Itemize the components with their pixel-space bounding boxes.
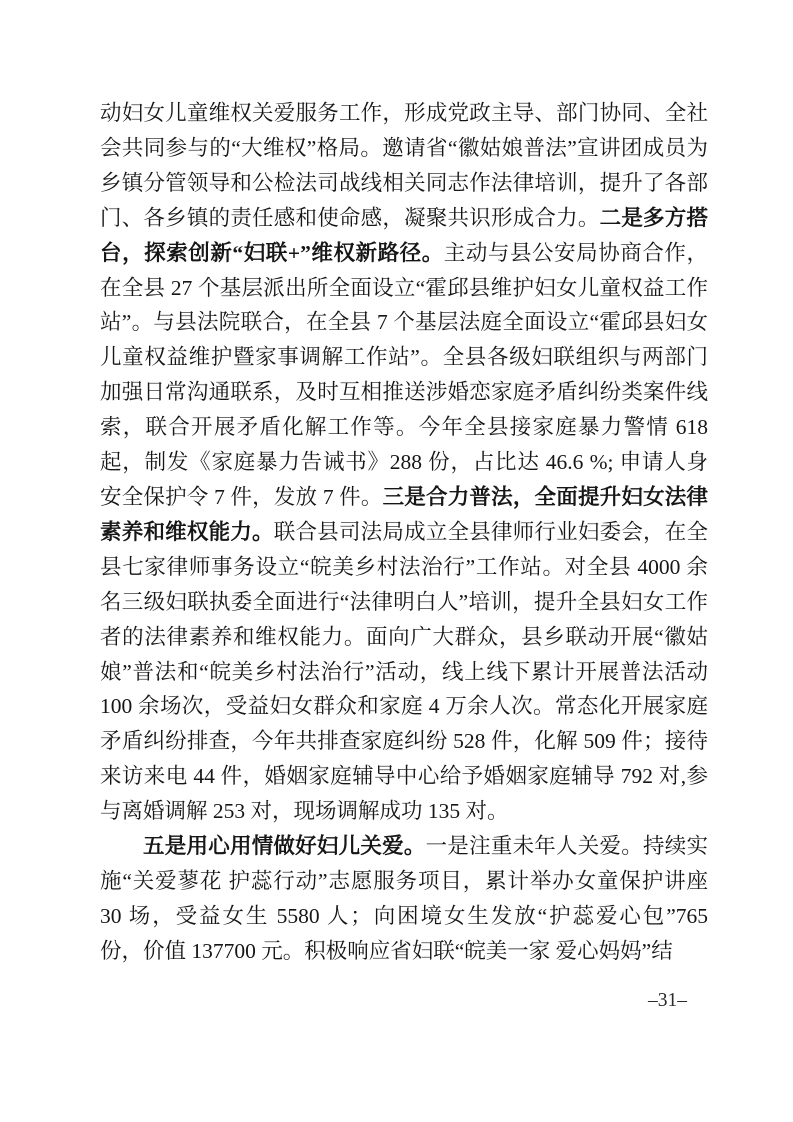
bold-lead-run-point-two: 二是多方搭台，探索创新“妇联+”维权新路径。 [100,205,708,265]
paragraph-point-five [100,829,708,969]
document-body [100,96,708,969]
body-text-run: 动妇女儿童维权关爱服务工作，形成党政主导、部门协同、全社会共同参与的“大维权”格局。邀请省“徽姑娘普法”宣讲团成员为乡镇分管领导和公检法司战线相关同志作法律培训，提升了各部门、各乡镇的责任感和使命感，凝聚共识形成合力。 [100,101,708,230]
page-number: –31– [648,990,687,1011]
bold-lead-run-point-three: 三是合力普法，全面提升妇女法律素养和维权能力。 [100,484,708,544]
body-text-run: 主动与县公安局协商合作，在全县 27 个基层派出所全面设立“霍邱县维护妇女儿童权益工作站”。与县法院联合，在全县 7 个基层法庭全面设立“霍邱县妇女儿童权益维护暨家事调解工作站”。全县各级妇联组织与两部门加强日常沟通联系，及时互相推送涉婚恋家庭矛盾纠纷类案件线索，联合开展矛盾化解工作等。今年全县接家庭暴力警情 618 起，制发《家庭暴力告诫书》288 份，占比达 46.6 %; 申请人身安全保护令 7 件，发放 7 件。 [100,240,708,509]
body-text-run: 联合县司法局成立全县律师行业妇委会，在全县七家律师事务设立“皖美乡村法治行”工作站。对全县 4000 余名三级妇联执委全面进行“法律明白人”培训，提升全县妇女工作者的法律素养和维权能力。面向广大群众，县乡联动开展“徽姑娘”普法和“皖美乡村法治行”活动，线上线下累计开展普法活动 100 余场次，受益妇女群众和家庭 4 万余人次。常态化开展家庭矛盾纠纷排查，今年共排查家庭纠纷 528 件，化解 509 件；接待来访来电 44 件，婚姻家庭辅导中心给予婚姻家庭辅导 792 对,参与离婚调解 253 对，现场调解成功 135 对。 [100,519,708,824]
body-text-run: 一是注重未年人关爱。持续实施“关爱蓼花 护蕊行动”志愿服务项目，累计举办女童保护讲座 30 场，受益女生 5580 人；向困境女生发放“护蕊爱心包”765 份，价值 137700 元。积极响应省妇联“皖美一家 爱心妈妈”结 [100,834,708,963]
paragraph-continuation [100,96,708,829]
bold-lead-run-point-five: 五是用心用情做好妇儿关爱。 [143,834,426,859]
